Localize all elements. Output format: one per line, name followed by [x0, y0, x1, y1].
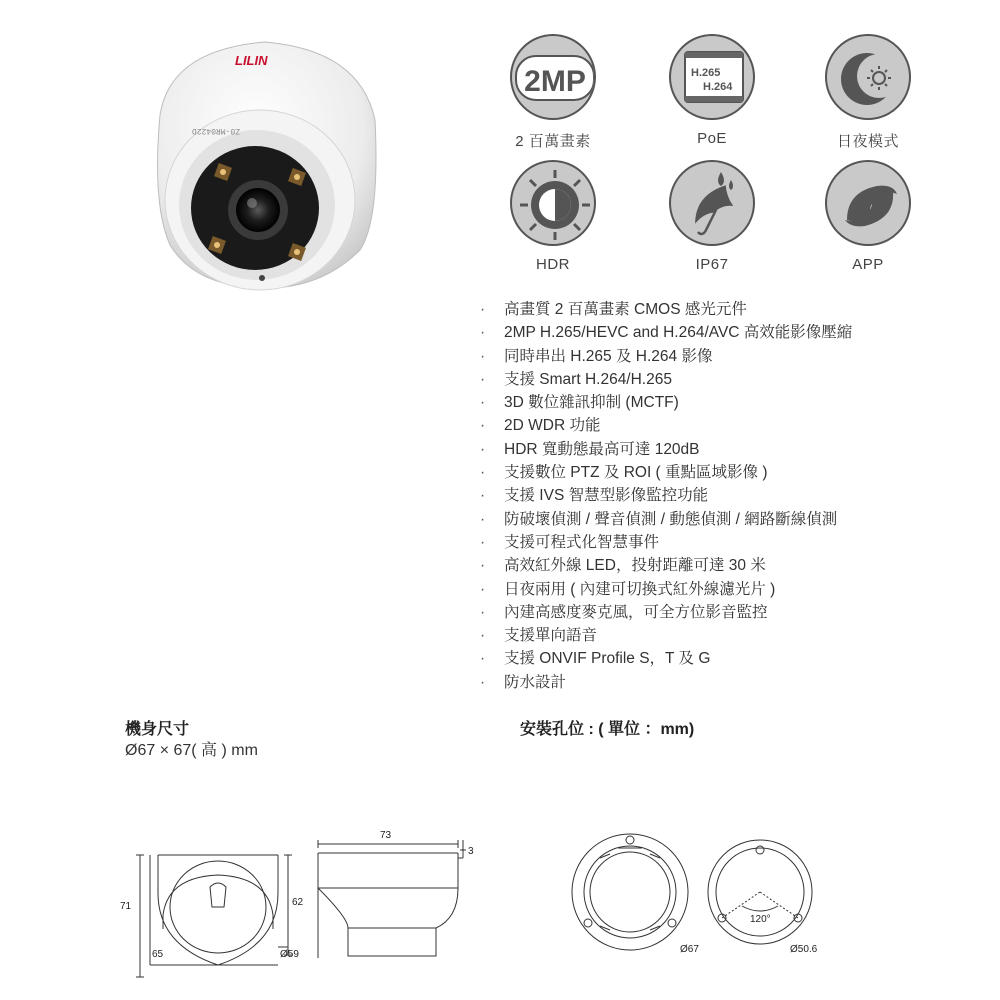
list-item: · 日夜兩用 ( 內建可切換式紅外線濾光片 ) [476, 578, 852, 601]
feature-2mp [488, 34, 618, 151]
list-item: · 支援可程式化智慧事件 [476, 531, 852, 554]
model-marking: Z0-MR0422D [191, 126, 240, 135]
list-item: · 支援 ONVIF Profile S，T 及 G [476, 647, 852, 670]
list-item: · 防破壞偵測 / 聲音偵測 / 動態偵測 / 網路斷線偵測 [476, 508, 852, 531]
list-item: · 2MP H.265/HEVC and H.264/AVC 高效能影像壓縮 [476, 321, 852, 344]
list-item: · 支援單向語音 [476, 624, 852, 647]
front-inner-height-label: 62 [292, 897, 304, 908]
svg-text:H.265: H.265 [691, 67, 721, 79]
list-item: · 3D 數位雜訊抑制 (MCTF) [476, 391, 852, 414]
side-view-drawing [308, 828, 493, 973]
list-item: · 支援數位 PTZ 及 ROI ( 重點區域影像 ) [476, 461, 852, 484]
front-width-label: 65 [152, 949, 164, 960]
feature-app [803, 160, 933, 273]
umbrella-rain-icon [669, 160, 755, 246]
base-angle-label: 120° [750, 914, 771, 925]
list-item: · 防水設計 [476, 671, 852, 694]
base-view-drawing [570, 828, 830, 973]
feature-day-night [803, 34, 933, 151]
spec-list [476, 298, 852, 694]
svg-text:2MP: 2MP [524, 65, 586, 98]
day-night-icon [825, 34, 911, 120]
feature-label-2mp: 2 百萬畫素 [515, 133, 591, 150]
feature-label-ip67: IP67 [695, 256, 729, 273]
feature-label-day-night: 日夜模式 [836, 133, 899, 150]
h265-h264-icon [669, 34, 755, 120]
brand-logo: LILIN [235, 53, 268, 68]
2mp-icon [510, 34, 596, 120]
list-item: · 高效紅外線 LED，投射距離可達 30 米 [476, 554, 852, 577]
list-item: · 支援 IVS 智慧型影像監控功能 [476, 484, 852, 507]
list-item: · 同時串出 H.265 及 H.264 影像 [476, 345, 852, 368]
dimensions-heading: 機身尺寸 [125, 721, 190, 738]
list-item: · 內建高感度麥克風，可全方位影音監控 [476, 601, 852, 624]
list-item: · HDR 寬動態最高可達 120dB [476, 438, 852, 461]
feature-ip67 [647, 160, 777, 273]
feature-label-app: APP [852, 256, 884, 273]
dimensions-value: Ø67 × 67( 高 ) mm [125, 742, 258, 759]
side-top-label: 3 [468, 846, 474, 857]
feature-codec [647, 34, 777, 147]
list-item: · 支援 Smart H.264/H.265 [476, 368, 852, 391]
feature-hdr [488, 160, 618, 273]
product-photo [140, 20, 390, 300]
mounting-heading: 安裝孔位 : ( 單位 ：mm) [520, 721, 695, 738]
svg-text:H.264: H.264 [703, 81, 733, 93]
front-diameter-label: Ø59 [280, 949, 299, 960]
hdr-icon [510, 160, 596, 246]
feature-label-hdr: HDR [536, 256, 570, 273]
base-diameter-label: Ø67 [680, 944, 699, 955]
front-view-drawing [118, 845, 308, 990]
front-height-label: 71 [120, 901, 132, 912]
app-icon [825, 160, 911, 246]
base-inner-diameter-label: Ø50.6 [790, 944, 818, 955]
list-item: · 2D WDR 功能 [476, 414, 852, 437]
feature-label-poe: PoE [697, 130, 727, 147]
side-width-label: 73 [380, 830, 392, 841]
list-item: · 高畫質 2 百萬畫素 CMOS 感光元件 [476, 298, 852, 321]
